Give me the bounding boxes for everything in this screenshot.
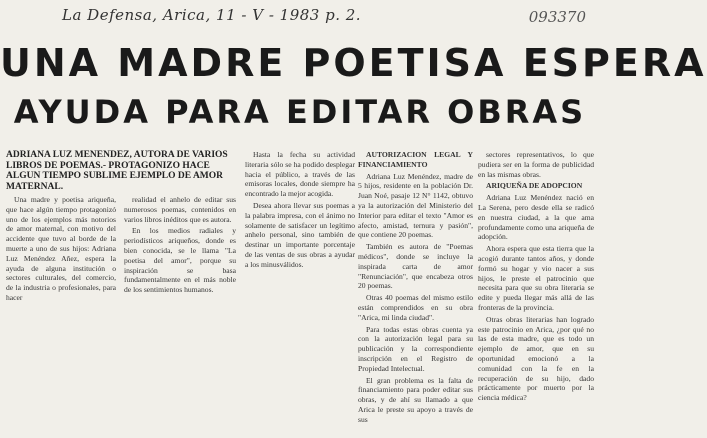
paragraph: Una madre y poetisa ariqueña, que hace algún tiempo protagonizó uno de los ejemplos más notorios de amor maternal, con motivo del accidente que tuvo al borde de la muerte a uno de sus hijos: Adriana Luz Menéndez Añez, espera la ayuda de alguna institución o sectores culturales, del comercio, de la industria o profesionales, para hacer bbox=[6, 195, 116, 302]
section-heading: ARIQUEÑA DE ADOPCION bbox=[486, 181, 583, 191]
archive-number: 093370 bbox=[528, 8, 586, 26]
article-column-5 bbox=[478, 150, 594, 435]
paragraph: Otras 40 poemas del mismo estilo están comprendidos en su obra "Arica, mi linda ciudad". bbox=[358, 293, 473, 322]
paragraph: También es autora de "Poemas médicos", donde se incluye la inspirada carta de amor "Renunciación", que encabeza otros 20 poemas. bbox=[358, 242, 473, 291]
paragraph: Otras obras literarias han logrado este patrocinio en Arica, ¿por qué no las de esta madre, que es todo un ejemplo de amor, que en su oportunidad emocionó a la comunidad con la fe en la recuperación de su hijo, dado prácticamente por muerto por la ciencia médica? bbox=[478, 314, 594, 403]
paragraph: realidad el anhelo de editar sus numerosos poemas, contenidos en varios libros inéditos que es autora. bbox=[124, 195, 236, 224]
paragraph: Hasta la fecha su actividad literaria sólo se ha podido desplegar hacia el público, a través de las emisoras locales, donde siempre ha encontrado la mejor acogida. bbox=[245, 150, 355, 199]
paragraph: El gran problema es la falta de financiamiento para poder editar sus obras, y de ahí su llamado a que Arica le preste su apoyo a través de sus bbox=[358, 375, 473, 424]
paragraph: Adriana Luz Menéndez nació en La Serena, pero desde ella se radicó en nuestra ciudad, a la que ama profundamente como una ariqueña de adopción. bbox=[478, 193, 594, 242]
headline-line-1: UNA MADRE POETISA ESPERA bbox=[0, 41, 707, 85]
headline-line-2: AYUDA PARA EDITAR OBRAS bbox=[13, 93, 587, 131]
paragraph: En los medios radiales y periodísticos ariqueños, donde es bien conocida, se le llama "La poetisa del amor", porque su inspiración se basa fundamentalmente en el más noble de los sentimientos humanos. bbox=[124, 226, 236, 295]
article-column-2 bbox=[124, 195, 236, 435]
paragraph: Para todas estas obras cuenta ya con la autorización legal para su publicación y la correspondiente inscripción en el Registro de Propiedad Intelectual. bbox=[358, 324, 473, 373]
paragraph: sectores representativos, lo que pudiera ser en la forma de publicidad en las mismas obras. bbox=[478, 150, 594, 179]
subheadline: ADRIANA LUZ MENENDEZ, AUTORA DE VARIOS LIBROS DE POEMAS.- PROTAGONIZO HACE ALGUN TIEMPO SUBLIME EJEMPLO DE AMOR MATERNAL. bbox=[6, 150, 228, 192]
paragraph: Desea ahora llevar sus poemas a la palabra impresa, con el ánimo no solamente de satisfacer un legítimo anhelo personal, sino también de destinar un importante porcentaje de las ventas de sus obras a ayudar a los minusválidos. bbox=[245, 200, 355, 269]
paragraph: Ahora espera que esta tierra que la acogió durante tantos años, y donde formó su hogar y vio nacer a sus hijos, le preste el patrocinio que necesita para que su obra literaria se edite y pueda llegar más allá de las fronteras de la provincia. bbox=[478, 244, 594, 312]
article-column-3 bbox=[245, 150, 355, 435]
section-heading: AUTORIZACION LEGAL Y FINANCIAMIENTO bbox=[358, 150, 473, 169]
paragraph: Adriana Luz Menéndez, madre de 5 hijos, residente en la población Dr. Juan Noé, pasaje 12 N° 1142, obtuvo ya la autorización del Ministerio del Interior para editar el texto "Amor es afecto, amistad, ternura y pasión", que contiene 20 poemas. bbox=[358, 171, 473, 240]
article-column-1 bbox=[6, 195, 116, 435]
article-column-4 bbox=[358, 150, 473, 435]
handwritten-note: La Defensa, Arica, 11 - V - 1983 p. 2. bbox=[62, 6, 362, 24]
